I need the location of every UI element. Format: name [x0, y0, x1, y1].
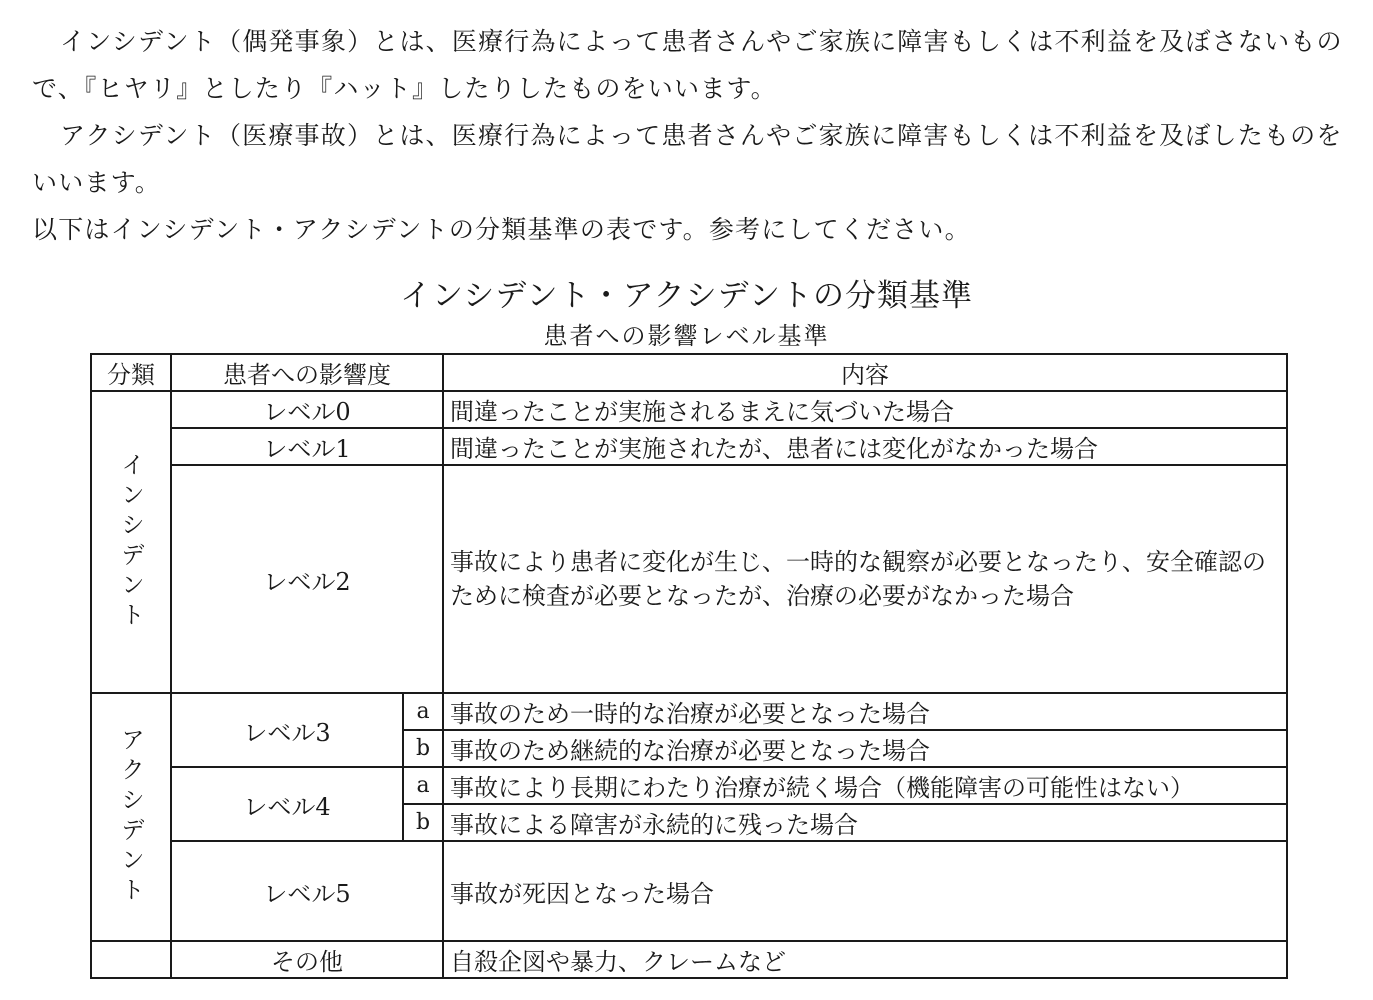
header-impact: 患者への影響度: [171, 354, 443, 391]
header-category: 分類: [91, 354, 171, 391]
table-row: [91, 391, 1287, 428]
intro-paragraph-reference: 以下はインシデント・アクシデントの分類基準の表です。参考にしてください。: [32, 215, 971, 244]
level-0-label: レベル0: [171, 391, 443, 428]
level-3b-content: 事故のため継続的な治療が必要となった場合: [443, 730, 1287, 767]
level-2-content: 事故により患者に変化が生じ、一時的な観察が必要となったり、安全確認のために検査が必要となったが、治療の必要がなかった場合: [443, 465, 1287, 693]
level-1-content: 間違ったことが実施されたが、患者には変化がなかった場合: [443, 428, 1287, 465]
level-4a-content: 事故により長期にわたり治療が続く場合（機能障害の可能性はない）: [443, 767, 1287, 804]
group-accident: [91, 693, 171, 941]
table-row: [91, 767, 1287, 804]
level-3a-mark: a: [403, 693, 443, 730]
level-4-label: レベル4: [171, 767, 403, 841]
group-other-empty: [91, 941, 171, 978]
level-3b-mark: b: [403, 730, 443, 767]
level-2-label: レベル2: [171, 465, 443, 693]
intro-paragraph-incident: インシデント（偶発事象）とは、医療行為によって患者さんやご家族に障害もしくは不利益を及ぼさないもので、『ヒヤリ』としたり『ハット』したりしたものをいいます。: [32, 27, 1343, 103]
table-row: [91, 941, 1287, 978]
table-row: [91, 693, 1287, 730]
level-3a-content: 事故のため一時的な治療が必要となった場合: [443, 693, 1287, 730]
level-1-label: レベル1: [171, 428, 443, 465]
level-4b-mark: b: [403, 804, 443, 841]
level-4a-mark: a: [403, 767, 443, 804]
intro-text: [32, 18, 1352, 253]
table-subtitle: 患者への影響レベル基準: [543, 322, 830, 350]
other-content: 自殺企図や暴力、クレームなど: [443, 941, 1287, 978]
classification-table: [90, 353, 1288, 979]
group-incident-label: インシデント: [116, 452, 145, 632]
table-row: [91, 841, 1287, 941]
table-row: [91, 428, 1287, 465]
level-0-content: 間違ったことが実施されるまえに気づいた場合: [443, 391, 1287, 428]
other-label: その他: [171, 941, 443, 978]
level-4b-content: 事故による障害が永続的に残った場合: [443, 804, 1287, 841]
table-row: [91, 465, 1287, 693]
table-header-row: [91, 354, 1287, 391]
level-5-content: 事故が死因となった場合: [443, 841, 1287, 941]
group-accident-label: アクシデント: [116, 727, 145, 907]
intro-paragraph-accident: アクシデント（医療事故）とは、医療行為によって患者さんやご家族に障害もしくは不利益を及ぼしたものをいいます。: [32, 121, 1343, 197]
level-5-label: レベル5: [171, 841, 443, 941]
level-3-label: レベル3: [171, 693, 403, 767]
header-content: 内容: [443, 354, 1287, 391]
table-title: インシデント・アクシデントの分類基準: [399, 278, 974, 314]
group-incident: [91, 391, 171, 693]
